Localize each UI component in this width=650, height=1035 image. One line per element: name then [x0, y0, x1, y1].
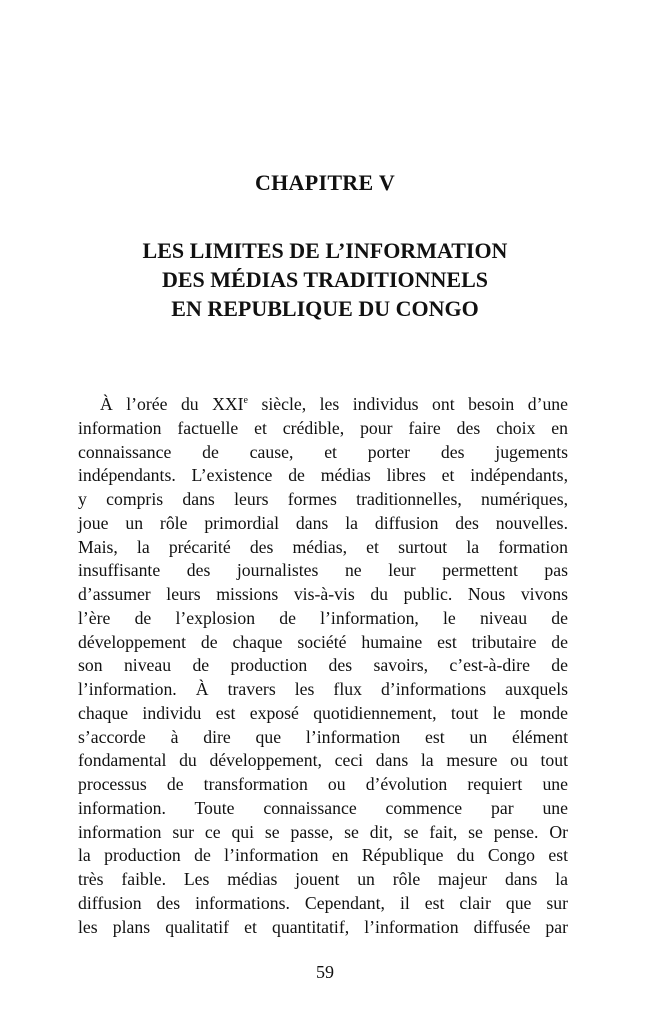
chapter-title: [0, 236, 650, 323]
paragraph-line: information. Toute connaissance commence par une: [78, 797, 568, 818]
paragraph-line: les plans qualitatif et quantitatif, l’information diffusée par: [78, 916, 568, 937]
paragraph-line: [78, 393, 568, 417]
body-paragraph: [78, 393, 568, 939]
paragraph-line: diffusion des informations. Cependant, il est clair que sur: [78, 892, 568, 913]
paragraph-line: Mais, la précarité des médias, et surtout la formation: [78, 536, 568, 557]
chapter-title-line: EN REPUBLIQUE DU CONGO: [171, 296, 479, 321]
first-line-start: À l’orée du XXI: [100, 394, 244, 414]
paragraph-line: fondamental du développement, ceci dans la mesure ou tout: [78, 750, 568, 771]
paragraph-line: très faible. Les médias jouent un rôle majeur dans la: [78, 869, 568, 889]
paragraph-line: information sur ce qui se passe, se dit, se fait, se pense. Or: [78, 821, 568, 842]
first-line-end: siècle, les individus ont besoin d’une: [247, 394, 568, 414]
paragraph-line: s’accorde à dire que l’information est un élément: [78, 726, 568, 747]
chapter-number: CHAPITRE V: [254, 170, 396, 195]
chapter-title-line: LES LIMITES DE L’INFORMATION: [142, 238, 508, 263]
page-number: 59: [316, 962, 334, 982]
paragraph-line: joue un rôle primordial dans la diffusion des nouvelles.: [78, 512, 568, 533]
paragraph-line: l’ère de l’explosion de l’information, le niveau de: [78, 607, 568, 628]
paragraph-line: chaque individu est exposé quotidiennement, tout le monde: [78, 702, 568, 723]
paragraph-line: l’information. À travers les flux d’informations auxquels: [78, 679, 568, 699]
paragraph-line: connaissance de cause, et porter des jugements: [78, 441, 568, 462]
paragraph-line: indépendants. L’existence de médias libres et indépendants,: [78, 465, 568, 486]
paragraph-line: développement de chaque société humaine est tributaire de: [78, 631, 568, 652]
paragraph-line: la production de l’information en République du Congo est: [78, 845, 568, 866]
paragraph-line: insuffisante des journalistes ne leur permettent pas: [78, 560, 568, 581]
chapter-title-line: DES MÉDIAS TRADITIONNELS: [161, 267, 488, 292]
paragraph-line: y compris dans leurs formes traditionnelles, numériques,: [78, 489, 568, 509]
paragraph-line: processus de transformation ou d’évolution requiert une: [78, 774, 568, 794]
paragraph-line: d’assumer leurs missions vis-à-vis du public. Nous vivons: [78, 584, 568, 604]
paragraph-line: son niveau de production des savoirs, c’est-à-dire de: [78, 655, 568, 676]
century-superscript: e: [243, 395, 248, 406]
paragraph-line: information factuelle et crédible, pour faire des choix en: [78, 417, 568, 438]
